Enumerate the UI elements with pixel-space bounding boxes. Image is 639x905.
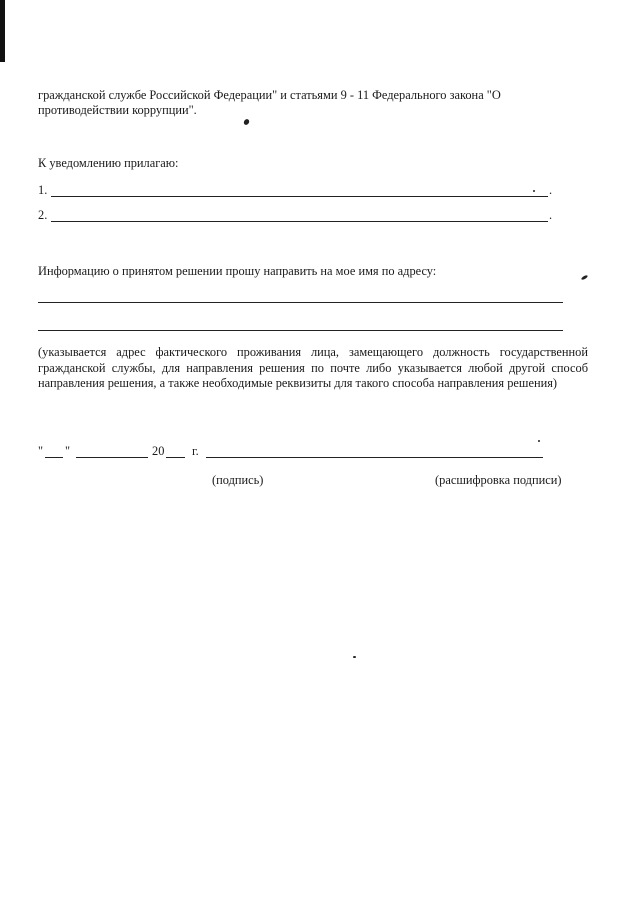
scan-speck bbox=[581, 274, 589, 280]
intro-line-1: гражданской службе Российской Федерации" и статьями 9 - 11 Федерального закона "О bbox=[38, 88, 501, 102]
date-close-quote: " bbox=[65, 444, 71, 458]
scan-speck bbox=[353, 656, 356, 658]
scan-speck bbox=[538, 440, 540, 442]
attachment-end-2: . bbox=[549, 208, 553, 222]
attachments-heading: К уведомлению прилагаю: bbox=[38, 156, 179, 170]
scan-edge-mark bbox=[0, 0, 5, 62]
date-year-suffix: г. bbox=[192, 444, 199, 458]
attachment-line-1[interactable] bbox=[51, 196, 548, 197]
date-open-quote: " bbox=[38, 444, 44, 458]
signature-label: (подпись) bbox=[212, 473, 264, 487]
attachment-number-2: 2. bbox=[38, 208, 48, 222]
date-year-field[interactable] bbox=[166, 457, 185, 458]
date-month-field[interactable] bbox=[76, 457, 148, 458]
signature-decoding-label: (расшифровка подписи) bbox=[435, 473, 562, 487]
date-year-prefix: 20 bbox=[152, 444, 165, 458]
address-line-2[interactable] bbox=[38, 330, 563, 331]
attachment-line-2[interactable] bbox=[51, 221, 548, 222]
date-day-field[interactable] bbox=[45, 457, 63, 458]
signature-line[interactable] bbox=[206, 457, 543, 458]
address-line-1[interactable] bbox=[38, 302, 563, 303]
attachment-number-1: 1. bbox=[38, 183, 48, 197]
attachment-end-1: . bbox=[549, 183, 553, 197]
intro-line-2: противодействии коррупции". bbox=[38, 103, 197, 117]
info-request: Информацию о принятом решении прошу направить на мое имя по адресу: bbox=[38, 264, 437, 278]
scan-speck bbox=[533, 190, 535, 192]
scan-speck bbox=[243, 118, 251, 126]
address-hint: (указывается адрес фактического проживания лица, замещающего должность государственной гражданской службы, для направления решения по почте либо указывается любой другой способ направления решения, а также необходимые реквизиты для такого способа направления решения) bbox=[38, 345, 588, 390]
